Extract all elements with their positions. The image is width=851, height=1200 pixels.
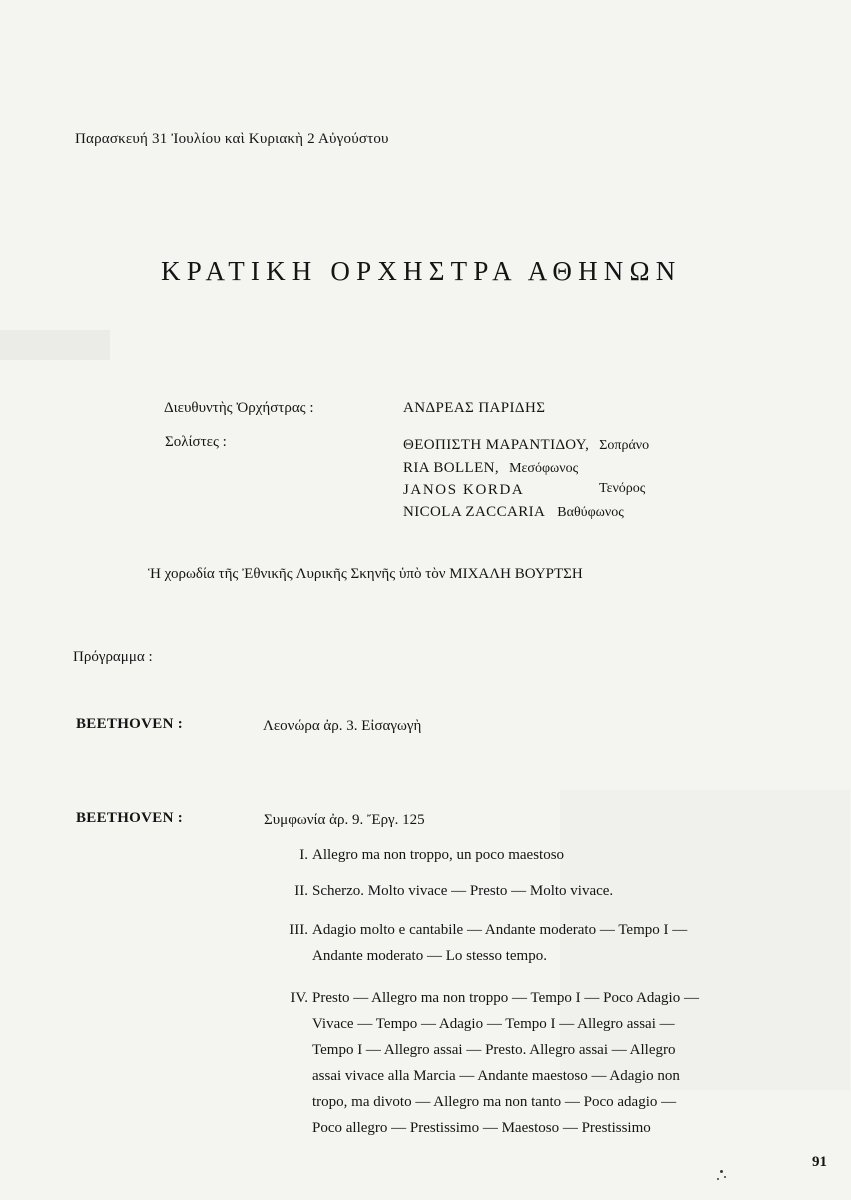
movement-number: II. bbox=[294, 883, 308, 899]
soloist-name: NICOLA ZACCARIA bbox=[403, 504, 546, 520]
soloist-row bbox=[403, 459, 578, 477]
date-line: Παρασκευή 31 Ἰουλίου καὶ Κυριακὴ 2 Αὐγούστου bbox=[75, 131, 389, 147]
movement-line: Adagio molto e cantabile — Andante moderato — Tempo I — bbox=[312, 922, 688, 938]
chorus-line: Ἡ χορωδία τῆς Ἐθνικῆς Λυρικῆς Σκηνῆς ὑπὸ τὸν ΜΙΧΑΛΗ ΒΟΥΡΤΣΗ bbox=[148, 566, 583, 582]
soloist-voice: Βαθύφωνος bbox=[557, 505, 624, 520]
conductor-label: Διευθυντὴς Ὀρχήστρας : bbox=[164, 400, 314, 416]
soloist-voice: Σοπράνο bbox=[599, 438, 650, 453]
print-speck bbox=[720, 1170, 723, 1173]
soloist-name: ΘΕΟΠΙΣΤΗ ΜΑΡΑΝΤΙΔΟΥ, bbox=[403, 437, 590, 453]
print-speck bbox=[724, 1176, 726, 1178]
soloist-name: JANOS KORDA bbox=[403, 482, 525, 498]
movement-line: Andante moderato — Lo stesso tempo. bbox=[312, 948, 547, 964]
soloist-name: RIA BOLLEN, bbox=[403, 460, 500, 476]
soloist-voice: Μεσόφωνος bbox=[509, 461, 579, 476]
program-composer: BEETHOVEN : bbox=[76, 716, 184, 732]
movement-number: I. bbox=[299, 847, 308, 863]
page-title: ΚΡΑΤΙΚΗ ΟΡΧΗΣΤΡΑ ΑΘΗΝΩΝ bbox=[161, 256, 682, 286]
movement-line: Poco allegro — Prestissimo — Maestoso — Prestissimo bbox=[312, 1120, 651, 1136]
movement-line: assai vivace alla Marcia — Andante maestoso — Adagio non bbox=[312, 1068, 680, 1084]
program-work: Συμφωνία ἀρ. 9. Ἔργ. 125 bbox=[264, 812, 425, 828]
page-number: 91 bbox=[812, 1154, 827, 1170]
conductor-name: ΑΝΔΡΕΑΣ ΠΑΡΙΔΗΣ bbox=[403, 400, 546, 416]
program-label: Πρόγραμμα : bbox=[73, 649, 153, 665]
movement-line: Scherzo. Molto vivace — Presto — Molto vivace. bbox=[312, 883, 614, 899]
movement-line: tropo, ma divoto — Allegro ma non tanto — Poco adagio — bbox=[312, 1094, 677, 1110]
soloist-voice: Τενόρος bbox=[599, 481, 646, 496]
movement-number: IV. bbox=[290, 990, 308, 1006]
print-speck bbox=[717, 1178, 719, 1180]
program-composer: BEETHOVEN : bbox=[76, 810, 184, 826]
movement-line: Presto — Allegro ma non troppo — Tempo I — Poco Adagio — bbox=[312, 990, 699, 1006]
movement-line: Vivace — Tempo — Adagio — Tempo I — Allegro assai — bbox=[312, 1016, 675, 1032]
soloist-row bbox=[403, 503, 624, 521]
bleed-through-left bbox=[0, 330, 110, 360]
program-work: Λεονώρα ἀρ. 3. Εἰσαγωγὴ bbox=[263, 718, 422, 734]
soloist-row bbox=[403, 436, 649, 454]
movement-number: III. bbox=[289, 922, 308, 938]
movement-line: Tempo I — Allegro assai — Presto. Allegro assai — Allegro bbox=[312, 1042, 676, 1058]
soloist-row bbox=[403, 481, 524, 499]
soloists-label: Σολίστες : bbox=[165, 434, 227, 450]
movement-line: Allegro ma non troppo, un poco maestoso bbox=[312, 847, 565, 863]
